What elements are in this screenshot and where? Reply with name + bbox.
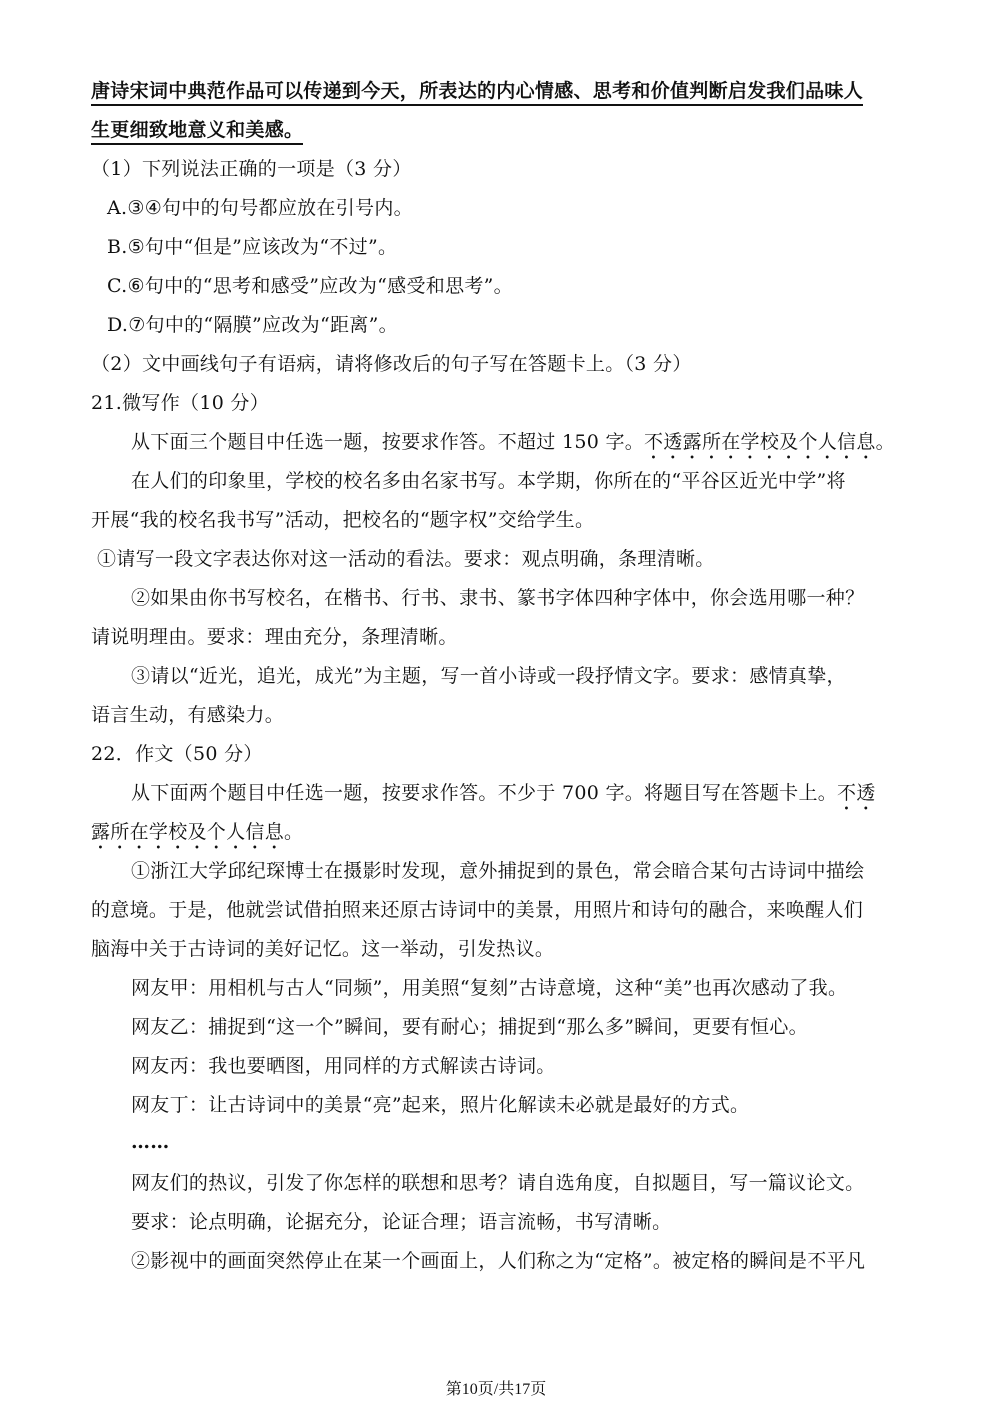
q22-prompt-1c: 脑海中关于古诗词的美好记忆。这一举动，引发热议。 bbox=[91, 938, 555, 960]
option-a: A.③④句中的句号都应放在引号内。 bbox=[107, 197, 413, 219]
heading-question-21: 21.微写作（10 分） bbox=[91, 392, 270, 414]
q21-prompt-1: ①请写一段文字表达你对这一活动的看法。要求：观点明确，条理清晰。 bbox=[97, 548, 715, 570]
option-c: C.⑥句中的“思考和感受”应改为“感受和思考”。 bbox=[107, 275, 513, 297]
q22-prompt-1b: 的意境。于是，他就尝试借拍照来还原古诗词中的美景，用照片和诗句的融合，来唤醒人们 bbox=[91, 899, 864, 921]
q22-prompt-2: ②影视中的画面突然停止在某一个画面上，人们称之为“定格”。被定格的瞬间是不平凡 bbox=[131, 1250, 866, 1272]
underlined-sentence-line-2: 生更细致地意义和美感。 bbox=[91, 118, 303, 142]
q22-requirements: 要求：论点明确，论据充分，论证合理；语言流畅，书写清晰。 bbox=[131, 1211, 672, 1233]
q22-instruction-1: 从下面两个题目中任选一题，按要求作答。不少于 700 字。将题目写在答题卡上。不透 bbox=[131, 782, 876, 804]
q21-instruction: 从下面三个题目中任选一题，按要求作答。不超过 150 字。不透露所在学校及个人信息。 bbox=[131, 431, 895, 453]
question-20-2: （2）文中画线句子有语病，请将修改后的句子写在答题卡上。（3 分） bbox=[91, 353, 692, 375]
q21-prompt-3b: 语言生动，有感染力。 bbox=[91, 704, 285, 726]
q21-prompt-3a: ③请以“近光，追光，成光”为主题，写一首小诗或一段抒情文字。要求：感情真挚， bbox=[131, 665, 846, 687]
question-20-1: （1）下列说法正确的一项是（3 分） bbox=[91, 158, 412, 180]
q22-prompt-1a: ①浙江大学邱纪琛博士在摄影时发现，意外捕捉到的景色，常会暗合某句古诗词中描绘 bbox=[131, 860, 865, 882]
q21-prompt-2a: ②如果由你书写校名，在楷书、行书、隶书、篆书字体四种字体中，你会选用哪一种？ bbox=[131, 587, 865, 609]
option-d: D.⑦句中的“隔膜”应改为“距离”。 bbox=[107, 314, 398, 336]
heading-question-22: 22．作文（50 分） bbox=[91, 743, 263, 765]
emphasis-privacy-note-end: 露所在学校及个人信息 bbox=[91, 821, 285, 843]
ellipsis: …… bbox=[131, 1131, 170, 1153]
emphasis-privacy-note: 不透露所在学校及个人信息 bbox=[644, 431, 876, 453]
q21-context-2: 开展“我的校名我书写”活动，把校名的“题字权”交给学生。 bbox=[91, 509, 595, 531]
q22-instruction-2: 露所在学校及个人信息。 bbox=[91, 821, 304, 843]
q22-question: 网友们的热议，引发了你怎样的联想和思考？请自选角度，自拟题目，写一篇议论文。 bbox=[131, 1172, 865, 1194]
emphasis-privacy-note-start: 不透 bbox=[837, 782, 876, 804]
q21-prompt-2b: 请说明理由。要求：理由充分，条理清晰。 bbox=[91, 626, 458, 648]
q21-context-1: 在人们的印象里，学校的校名多由名家书写。本学期，你所在的“平谷区近光中学”将 bbox=[131, 470, 846, 492]
netizen-yi: 网友乙：捕捉到“这一个”瞬间，要有耐心；捕捉到“那么多”瞬间，更要有恒心。 bbox=[131, 1016, 808, 1038]
page-number-footer: 第10页/共17页 bbox=[445, 1381, 547, 1398]
option-b: B.⑤句中“但是”应该改为“不过”。 bbox=[107, 236, 398, 258]
netizen-jia: 网友甲：用相机与古人“同频”，用美照“复刻”古诗意境，这种“美”也再次感动了我。 bbox=[131, 977, 848, 999]
netizen-bing: 网友丙：我也要晒图，用同样的方式解读古诗词。 bbox=[131, 1055, 556, 1077]
underlined-sentence-line-1: 唐诗宋词中典范作品可以传递到今天，所表达的内心情感、思考和价值判断启发我们品味人 bbox=[91, 79, 863, 103]
netizen-ding: 网友丁：让古诗词中的美景“亮”起来，照片化解读未必就是最好的方式。 bbox=[131, 1094, 750, 1116]
